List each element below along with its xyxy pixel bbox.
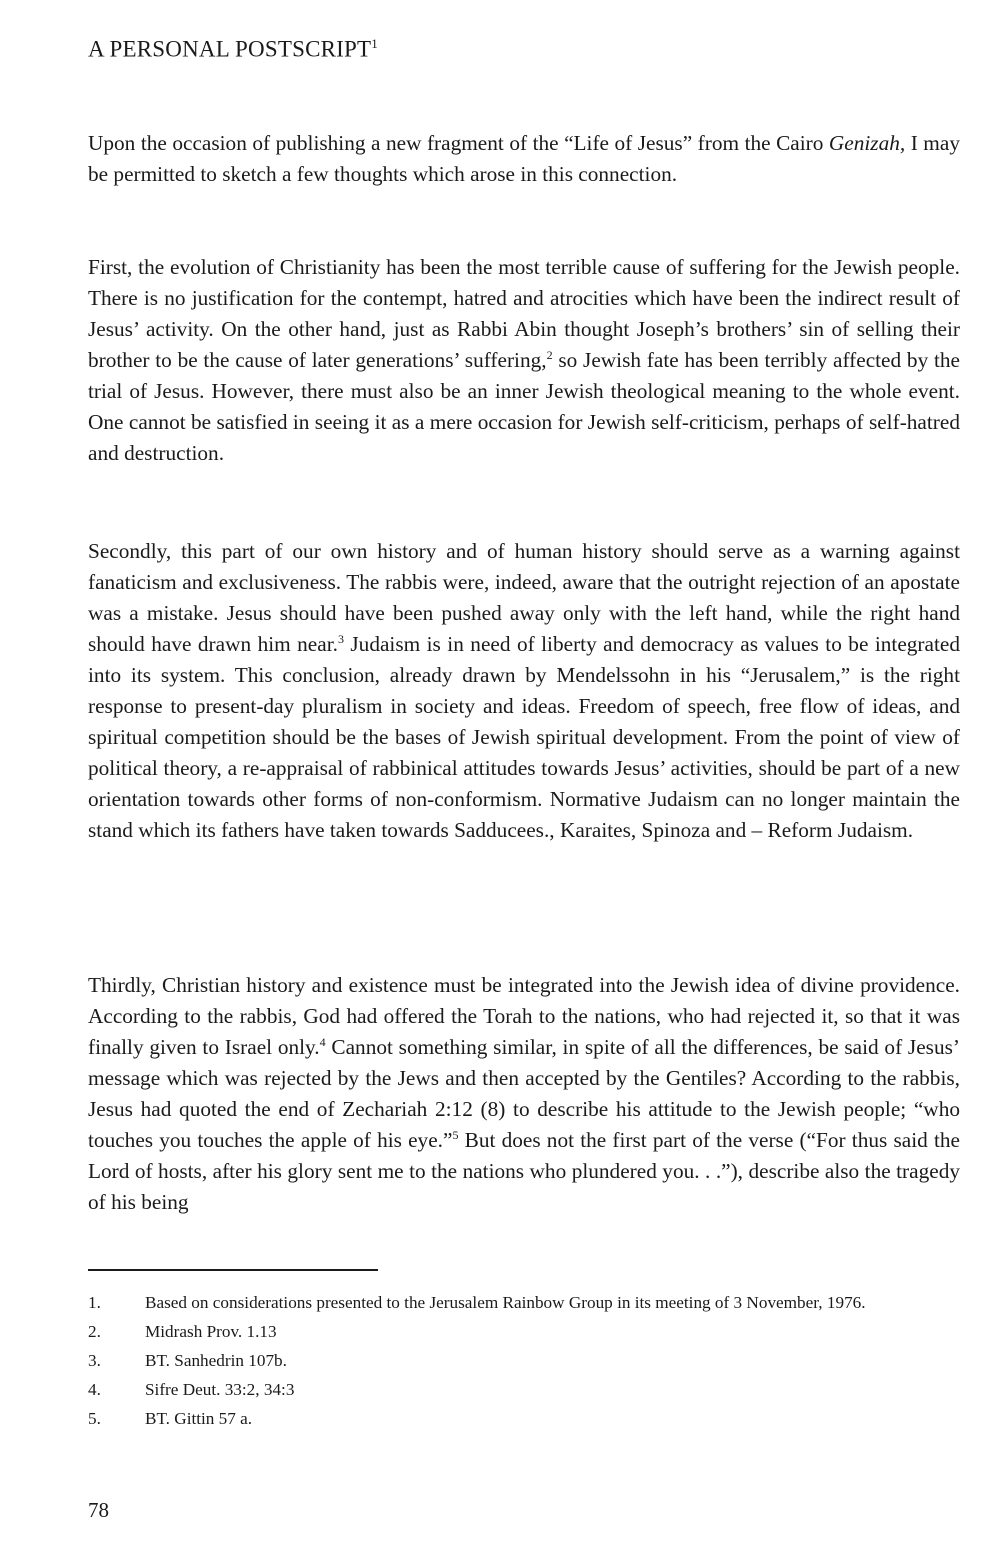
footnote-text: Sifre Deut. 33:2, 34:3 [145,1380,295,1399]
footnote-marker-3: 3 [337,631,344,646]
paragraph-1-text-b: I may be permitted to sketch a few thoughts which arose in this connection. [88,131,960,186]
footnote-text: BT. Gittin 57 a. [145,1409,253,1428]
genizah-italic: Genizah, [828,131,906,155]
footnote-2 [88,1319,960,1344]
footnote-1 [88,1290,960,1315]
footnote-marker-2: 2 [546,347,553,362]
footnote-marker-4: 4 [319,1034,326,1049]
paragraph-1 [88,128,960,190]
footnote-number: 3. [88,1351,101,1370]
paragraph-2-text-a: First, the evolution of Christianity has been the most terrible cause of suffering for the Jewish people. There is no justification for the contempt, hatred and atrocities which have been the indirect result of Jesus’ activity. On the other hand, just as Rabbi Abin thought Joseph’s brothers’ sin of selling their brother to be the cause of later generations’ suffering, [88,255,960,372]
page-title [88,36,378,63]
footnote-text: Midrash Prov. 1.13 [145,1322,277,1341]
footnote-number: 5. [88,1409,101,1428]
title-text: A PERSONAL POSTSCRIPT [88,36,372,62]
footnote-number: 1. [88,1293,101,1312]
paragraph-1-text-a: Upon the occasion of publishing a new fragment of the “Life of Jesus” from the Cairo [88,131,829,155]
footnote-5 [88,1406,960,1431]
footnote-text: BT. Sanhedrin 107b. [145,1351,287,1370]
footnote-divider [88,1269,378,1271]
page-number: 78 [88,1498,109,1522]
paragraph-3 [88,536,960,846]
paragraph-4-text-b: Cannot something similar, in spite of all the differences, be said of Jesus’ message which was rejected by the Jews and then accepted by the Gentiles? According to the rabbis, Jesus had quoted the end of Zechariah 2:12 (8) to describe his attitude to the Jewish people; “who touches you touches the apple of his eye.” [88,1035,960,1152]
paragraph-2 [88,252,960,469]
paragraph-4-text-a: Thirdly, Christian history and existence must be integrated into the Jewish idea of divine providence. According to the rabbis, God had offered the Torah to the nations, who had rejected it, so that it was finally given to Israel only. [88,973,960,1059]
footnote-4 [88,1377,960,1402]
footnote-3 [88,1348,960,1373]
footnote-marker-5: 5 [452,1127,459,1142]
paragraph-3-text-b: Judaism is in need of liberty and democracy as values to be integrated into its system. This conclusion, already drawn by Mendelssohn in his “Jerusalem,” is the right response to present-day pluralism in society and ideas. Freedom of speech, free flow of ideas, and spiritual competition should be the bases of Jewish spiritual development. From the point of view of political theory, a re-appraisal of rabbinical attitudes towards Jesus’ activities, should be part of a new orientation towards other forms of non-conformism. Normative Judaism can no longer maintain the stand which its fathers have taken towards Sadducees., Karaites, Spinoza and – Reform Judaism. [88,632,960,842]
title-footnote-marker: 1 [371,36,378,51]
paragraph-3-text-a: Secondly, this part of our own history and of human history should serve as a warning against fanaticism and exclusiveness. The rabbis were, indeed, aware that the outright rejection of an apostate was a mistake. Jesus should have been pushed away only with the left hand, while the right hand should have drawn him near. [88,539,960,656]
footnote-text: Based on considerations presented to the Jerusalem Rainbow Group in its meeting of 3 November, 1976. [145,1293,866,1312]
footnote-number: 2. [88,1322,101,1341]
paragraph-4-text-c: But does not the first part of the verse (“For thus said the Lord of hosts, after his glory sent me to the nations who plundered you. . .”), describe also the tragedy of his being [88,1128,960,1214]
paragraph-2-text-b: so Jewish fate has been terribly affected by the trial of Jesus. However, there must also be an inner Jewish theological meaning to the whole event. One cannot be satisfied in seeing it as a mere occasion for Jewish self-criticism, perhaps of self-hatred and destruction. [88,348,960,465]
paragraph-4 [88,970,960,1218]
footnote-number: 4. [88,1380,101,1399]
footnotes [88,1290,960,1435]
